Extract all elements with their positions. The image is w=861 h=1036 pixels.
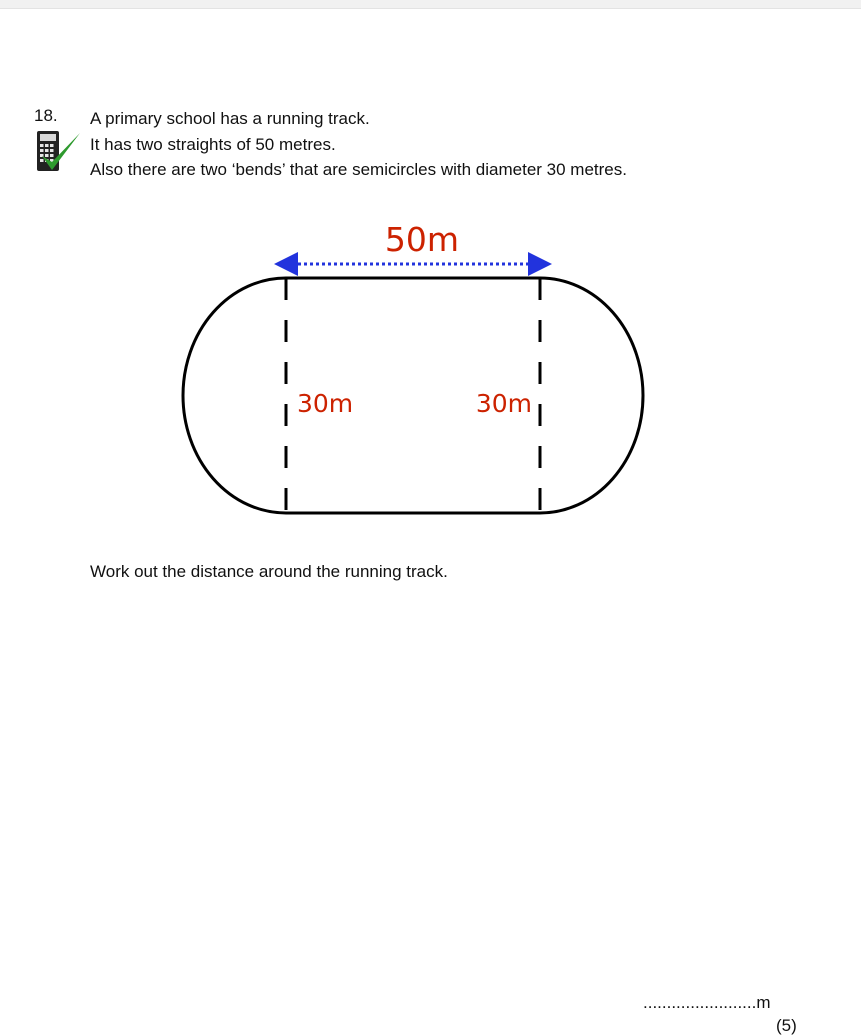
- question-line-2: It has two straights of 50 metres.: [90, 134, 336, 154]
- calculator-allowed-icon: [36, 130, 82, 174]
- marks-available: (5): [776, 1016, 797, 1035]
- answer-line: [643, 993, 771, 1013]
- straight-length-label: 50m: [384, 220, 460, 259]
- question-instruction: Work out the distance around the running track.: [90, 562, 448, 581]
- answer-unit: m: [756, 993, 771, 1012]
- page-top-border: [0, 0, 861, 9]
- calculator-screen: [40, 134, 56, 141]
- question-line-3: Also there are two ‘bends’ that are semicircles with diameter 30 metres.: [90, 160, 627, 179]
- running-track-diagram: [0, 200, 861, 530]
- left-diameter-label: 30m: [297, 389, 354, 418]
- question-line-1: A primary school has a running track.: [90, 109, 370, 128]
- question-number: 18.: [34, 106, 58, 125]
- right-diameter-label: 30m: [475, 389, 532, 418]
- question-text: [90, 106, 627, 183]
- track-outline: [183, 278, 643, 513]
- answer-blank[interactable]: ........................: [643, 993, 757, 1012]
